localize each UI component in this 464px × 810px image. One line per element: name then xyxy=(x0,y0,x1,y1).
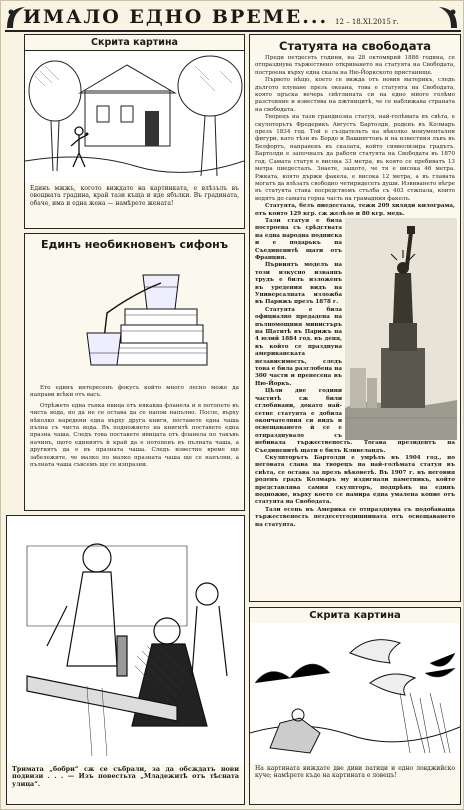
statue-of-liberty-icon xyxy=(345,218,457,440)
hidden-picture-caption: Единъ мжжъ, когото виждате на картинката, е влѣзълъ въ овощната градина, край тази къща и яде ябълки. Въ градината, обаче, има и една жена — намѣрете женатa! xyxy=(30,185,239,207)
hidden-picture-2-caption: На картината виждате две диви патици и едно ловджийско куче; намѣрете къде на картината е ловецъ! xyxy=(255,765,455,780)
story-illustration-box xyxy=(6,515,245,805)
liberty-p7: Статуята е била официално предадена на пълномощния министъръ на Щатитѣ въ Парижъ на 4 юлий 1884 год. въ деня, въ който се празднува американската независимость, следъ това е била разглобена на 300 части и пренесена въ Ню-Йоркъ. xyxy=(255,306,342,387)
liberty-p2: Първото нѣщо, което се вижда отъ новия материкъ, следъ дългото плуване презъ океана, това е статуята на Свободата, която пръска вечерь свѣтлината си на едно много голѣмо разстояние и известява на пжтницитѣ, че се наближава страната на свободата. xyxy=(255,77,455,113)
liberty-p10: Тази есень въ Америка се отпразднува съ подобаваща тържественость петдесетгодишнината отъ освещаването на статуята. xyxy=(255,506,455,528)
siphon-title: Единъ необикновенъ сифонъ xyxy=(40,238,229,251)
liberty-p3: Творецъ на тази грандиозна статуя, най-голѣмата въ свѣта, е скулпторътъ Фредерикъ Августъ Бартолди, роденъ въ Колмаръ презъ 1834 год. Той е създательтъ на нѣколко монументални фигури, като тѣзи въ Бордо и Вашингтонъ и на известния лъвъ въ Белфортъ, направенъ въ скалата, който символизира градътъ. Бартолди е започналъ да работи статуята на Свободата въ 1870 год. Самата статуя е висока 33 метра, въ която се пребиватъ 13 метра пиедесталъ. Знаете, защото, че тя е висока 46 метра. Ржката, която държи факела, е висока 12 метра, а въ главата могатъ да влѣзатъ свободно четиридесеть души. Извиването нѣгре въ статуята става посредствомъ стълба съ 403 стжпала, които водятъ до самата горна часть на грамадния факелъ. xyxy=(255,114,455,202)
liberty-title: Статуята на свободата xyxy=(279,39,431,53)
siphon-intro: Ето единъ интересенъ фокусъ който много лесно може да направи всѣки отъ васъ. xyxy=(30,385,239,399)
three-boys-illustration xyxy=(7,516,244,764)
liberty-p1: Преди петдесеть години, на 28 октомврий 1886 година, се отпразднува тържествено откриването на статуята на Свободата, построена върху една скала на Ню-Йоркското пристанище. xyxy=(255,55,455,76)
siphon-article xyxy=(24,233,245,511)
statue-photo xyxy=(345,218,457,440)
liberty-p4: Статуята, безъ пиедестала, тежи 209 хиляди килограма, отъ които 129 кгр. сж желѣзо и 80 кгр. медь. xyxy=(255,203,455,217)
hidden-picture-box xyxy=(24,34,245,229)
issue-date: 12 – 18.XI.2015 г. xyxy=(335,18,399,26)
ducks-and-dog-illustration xyxy=(250,623,460,763)
ornament-right-icon xyxy=(437,4,459,30)
liberty-article xyxy=(249,34,461,602)
orchard-illustration xyxy=(25,51,244,183)
masthead-title: ИМАЛО ЕДНО ВРЕМЕ... xyxy=(23,6,329,28)
siphon-illustration xyxy=(25,253,244,383)
masthead-bar xyxy=(5,4,461,32)
liberty-p8: Цѣли две години частитѣ сж били сглобявани, докато най-сетне статуята е добила окончателния си видъ и освещаването ѝ се е отпразднувало съ небивала тържественость. Тогава президентъ на Съединенитѣ щати е билъ Кливеландъ. xyxy=(255,388,455,454)
hidden-picture-2-title: Скрита картина xyxy=(309,610,401,621)
siphon-body: Отрѣжете една тънка ивица отъ някаква фланела и я потопете въ чиста вода, но да не се остава да се напои напълно. После, върху нѣколко наредени една върху друга книги, поставете една чаша пълна съ чиста вода. Въ подножието на книгитѣ поставете една празна чаша. Следъ това поставете ивицата отъ фланела по такъвъ начинъ, щото единиятъ ѝ край да е потопенъ въ пълната чаша, а другиятъ да е въ празната чаша. Следъ известно време ще забележите, че малко по малко празната чаша ще се напълни, а пълната чаша съвсемъ ще се изпразни. xyxy=(30,402,239,469)
story-caption: Тримата „бобри“ сж се събрали, за да обсждатъ нови подвизи . . . — Изъ повестьта „Младежитѣ отъ тѣсната улица“. xyxy=(12,765,239,788)
hidden-picture-title: Скрита картина xyxy=(25,35,244,51)
hidden-picture-2-box xyxy=(249,607,461,805)
liberty-p6: Първиятъ моделъ на този изкусно изваянъ трудъ е билъ изложенъ въ уредения видъ на Универсалната изложба въ Парижъ презъ 1878 г. xyxy=(255,262,342,306)
liberty-p9: Скулпторътъ Бартолди е умрѣлъ въ 1904 год., но неговата слава на творецъ на най-голѣмата статуя въ свѣта, се остава за презъ вѣковетѣ. Въ 1907 г. въ неговия роденъ градъ Колмаръ му издигнали паметникъ, който представлява самия скулпторъ, подпрѣнъ на единъ подножие, върху което се намира една умалена копие отъ статуята на Свободата. xyxy=(255,454,455,506)
liberty-p5: Тази статуя е била построена съ срѣдствата на една народна подписка и е подарькъ на Съединенитѣ щати отъ Франция. xyxy=(255,217,342,261)
